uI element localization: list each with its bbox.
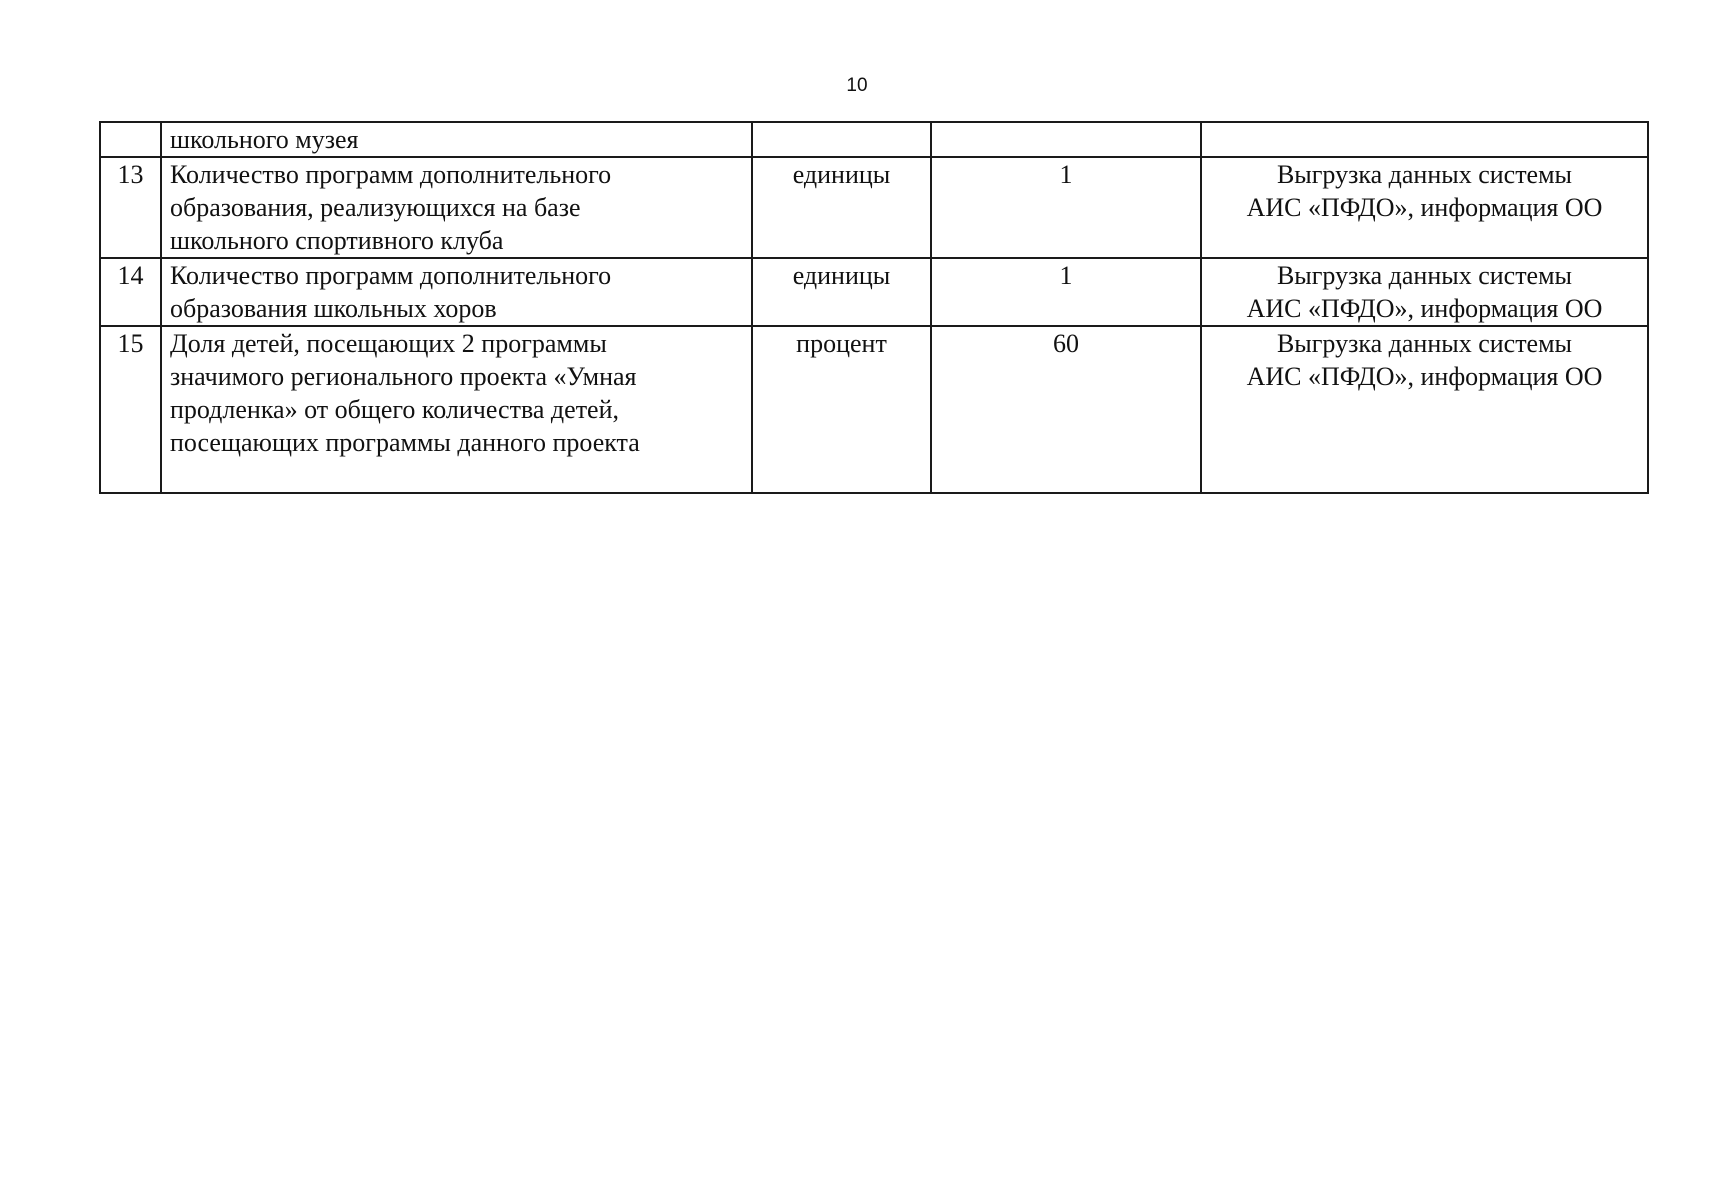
indicator-name-cell [161,258,752,326]
indicator-name-cell [161,122,752,157]
row-number: 13 [100,157,161,258]
source-line: АИС «ПФДО», информация ОО [1246,362,1603,391]
page-number: 10 [846,75,868,96]
value-cell: 60 [931,326,1201,493]
indicator-name-line: образования, реализующихся на базе [170,193,581,222]
table-row [100,258,1648,326]
source-line: АИС «ПФДО», информация ОО [1246,193,1603,222]
row-number: 14 [100,258,161,326]
indicator-name-line: школьного спортивного клуба [170,226,504,255]
source-line: АИС «ПФДО», информация ОО [1246,294,1603,323]
indicator-name-line: Количество программ дополнительного [170,160,612,189]
source-line: Выгрузка данных системы [1276,160,1573,189]
table-row [100,326,1648,493]
source-cell [1201,122,1648,157]
source-cell [1201,157,1648,258]
indicator-name-line: посещающих программы данного проекта [170,428,640,457]
row-number-cell [100,122,161,157]
value-cell: 1 [931,157,1201,258]
indicator-name-line: образования школьных хоров [170,294,497,323]
indicator-name-cell [161,326,752,493]
indicator-name-line: Доля детей, посещающих 2 программы [170,329,607,358]
unit-cell: единицы [752,258,931,326]
unit-cell [752,122,931,157]
source-line: Выгрузка данных системы [1276,261,1573,290]
table-row-continuation [100,122,1648,157]
indicator-name-line: школьного музея [170,125,359,154]
unit-cell: единицы [752,157,931,258]
source-cell [1201,326,1648,493]
table-row [100,157,1648,258]
value-cell [931,122,1201,157]
indicator-name-line: Количество программ дополнительного [170,261,612,290]
unit-cell: процент [752,326,931,493]
indicator-name-line: значимого регионального проекта «Умная [170,362,637,391]
source-line: Выгрузка данных системы [1276,329,1573,358]
indicator-name-line: продленка» от общего количества детей, [170,395,620,424]
source-cell [1201,258,1648,326]
indicators-table [99,121,1649,494]
indicator-name-cell [161,157,752,258]
value-cell: 1 [931,258,1201,326]
row-number: 15 [100,326,161,493]
